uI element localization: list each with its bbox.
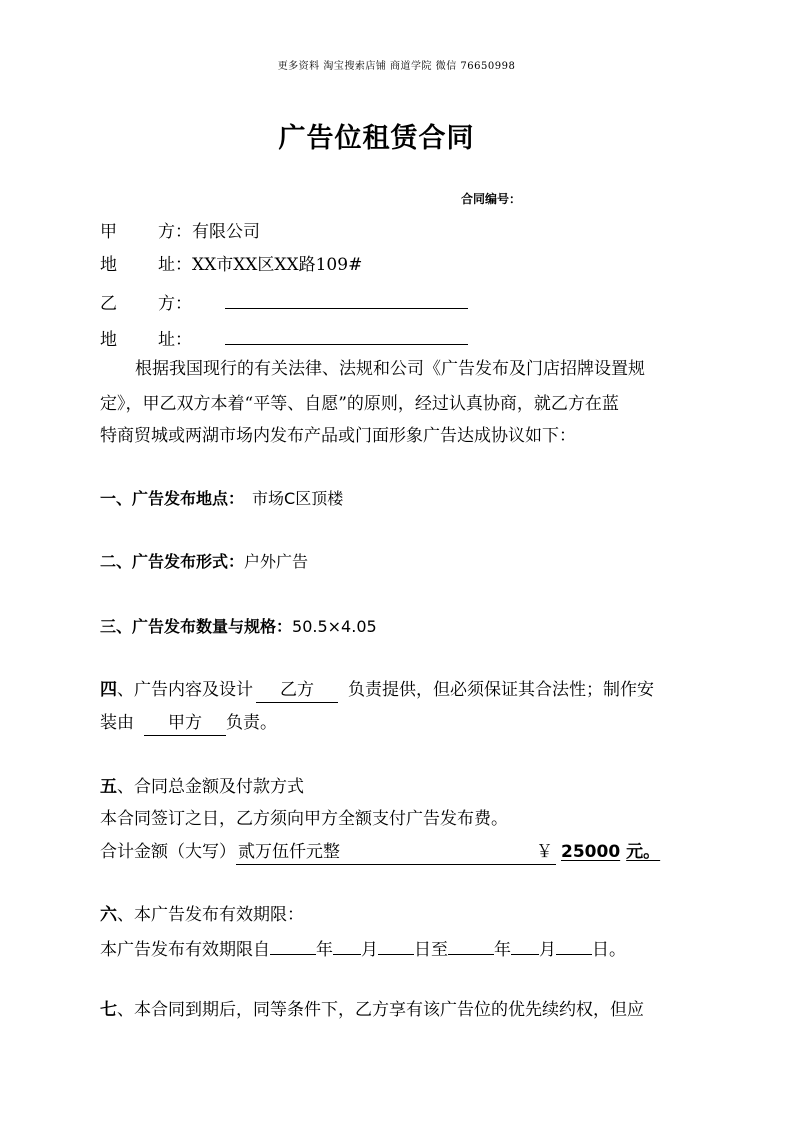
end-day-blank[interactable] <box>556 936 592 955</box>
party-a-label: 甲方 <box>100 222 175 242</box>
party-a-address-label: 地址 <box>100 255 175 275</box>
section-2-heading: 二、广告发布形式： <box>100 552 245 571</box>
section-4-line-2 <box>100 711 277 736</box>
start-day-blank[interactable] <box>378 936 414 955</box>
section-4-line-1 <box>100 678 654 703</box>
party-b-label: 乙方 <box>100 294 175 314</box>
section-1-value: 市场C区顶楼 <box>252 489 344 508</box>
colon: ： <box>175 330 192 350</box>
party-a-line <box>100 220 260 244</box>
end-month-blank[interactable] <box>511 936 539 955</box>
end-year-blank[interactable] <box>448 936 494 955</box>
amount-number: 25000 <box>561 842 621 862</box>
section-7-number: 七 <box>100 1000 117 1020</box>
section-4-provider: 乙方 <box>256 678 338 703</box>
section-7-line <box>100 998 644 1022</box>
section-4-installer: 甲方 <box>144 711 226 736</box>
section-5-number: 五 <box>100 777 117 797</box>
header-note: 更多资料 淘宝搜索店铺 商道学院 微信 76650998 <box>277 61 516 72</box>
party-b-address-label: 地址 <box>100 330 175 350</box>
start-month-blank[interactable] <box>333 936 361 955</box>
colon: ： <box>175 255 192 275</box>
amount-label: 合计金额（大写） <box>100 842 236 862</box>
section-1 <box>100 487 343 511</box>
currency-symbol: ￥ <box>536 842 553 862</box>
period-start-text: 本广告发布有效期限自 <box>100 940 270 960</box>
colon: ： <box>175 222 192 242</box>
section-5-heading-line <box>100 775 304 799</box>
section-7-text: 、本合同到期后，同等条件下，乙方享有该广告位的优先续约权，但应 <box>117 1000 644 1020</box>
section-6-heading: 、本广告发布有效期限： <box>117 905 304 925</box>
party-a-address-value: XX市XX区XX路109# <box>192 255 363 275</box>
party-a-value: 有限公司 <box>192 222 260 242</box>
section-6-period-line <box>100 936 626 962</box>
section-5-line-1: 本合同签订之日，乙方须向甲方全额支付广告发布费。 <box>100 809 508 829</box>
party-a-address-line <box>100 253 362 277</box>
section-3-heading: 三、广告发布数量与规格： <box>100 617 293 636</box>
section-4-number: 四 <box>100 680 117 700</box>
section-3-value: 50.5×4.05 <box>292 617 377 636</box>
section-4-text-3: 装由 <box>100 713 134 733</box>
section-4-text-2: 负责提供，但必须保证其合法性；制作安 <box>348 680 654 700</box>
intro-line-1: 根据我国现行的有关法律、法规和公司《广告发布及门店招牌设置规 <box>135 359 645 379</box>
section-1-heading: 一、广告发布地点： <box>100 489 245 508</box>
day-to-label: 日至 <box>414 940 448 960</box>
section-4-text-1: 、广告内容及设计 <box>117 680 253 700</box>
section-2-value: 户外广告 <box>244 552 309 571</box>
party-b-blank[interactable] <box>225 290 468 309</box>
day-end-label: 日。 <box>592 940 626 960</box>
start-year-blank[interactable] <box>270 936 316 955</box>
contract-number-label: 合同编号： <box>461 192 522 206</box>
section-5-amount-line <box>100 840 660 865</box>
document-title: 广告位租赁合同 <box>278 123 475 154</box>
month-label: 月 <box>361 940 378 960</box>
year-label: 年 <box>316 940 333 960</box>
party-b-line <box>100 290 468 316</box>
section-5-heading: 、合同总金额及付款方式 <box>117 777 304 797</box>
amount-in-words: 贰万伍仟元整 <box>236 840 556 865</box>
party-b-address-blank[interactable] <box>225 326 468 345</box>
section-2 <box>100 550 308 574</box>
colon: ： <box>175 294 192 314</box>
year-label: 年 <box>494 940 511 960</box>
intro-line-3: 特商贸城或两湖市场内发布产品或门面形象广告达成协议如下： <box>100 426 576 446</box>
section-4-text-4: 负责。 <box>226 713 277 733</box>
party-b-address-line <box>100 326 468 352</box>
month-label: 月 <box>539 940 556 960</box>
amount-unit: 元。 <box>626 842 661 862</box>
intro-line-2: 定》，甲乙双方本着“平等、自愿”的原则，经过认真协商，就乙方在蓝 <box>100 394 619 414</box>
section-6-heading-line <box>100 903 304 927</box>
section-3 <box>100 615 377 639</box>
section-6-number: 六 <box>100 905 117 925</box>
